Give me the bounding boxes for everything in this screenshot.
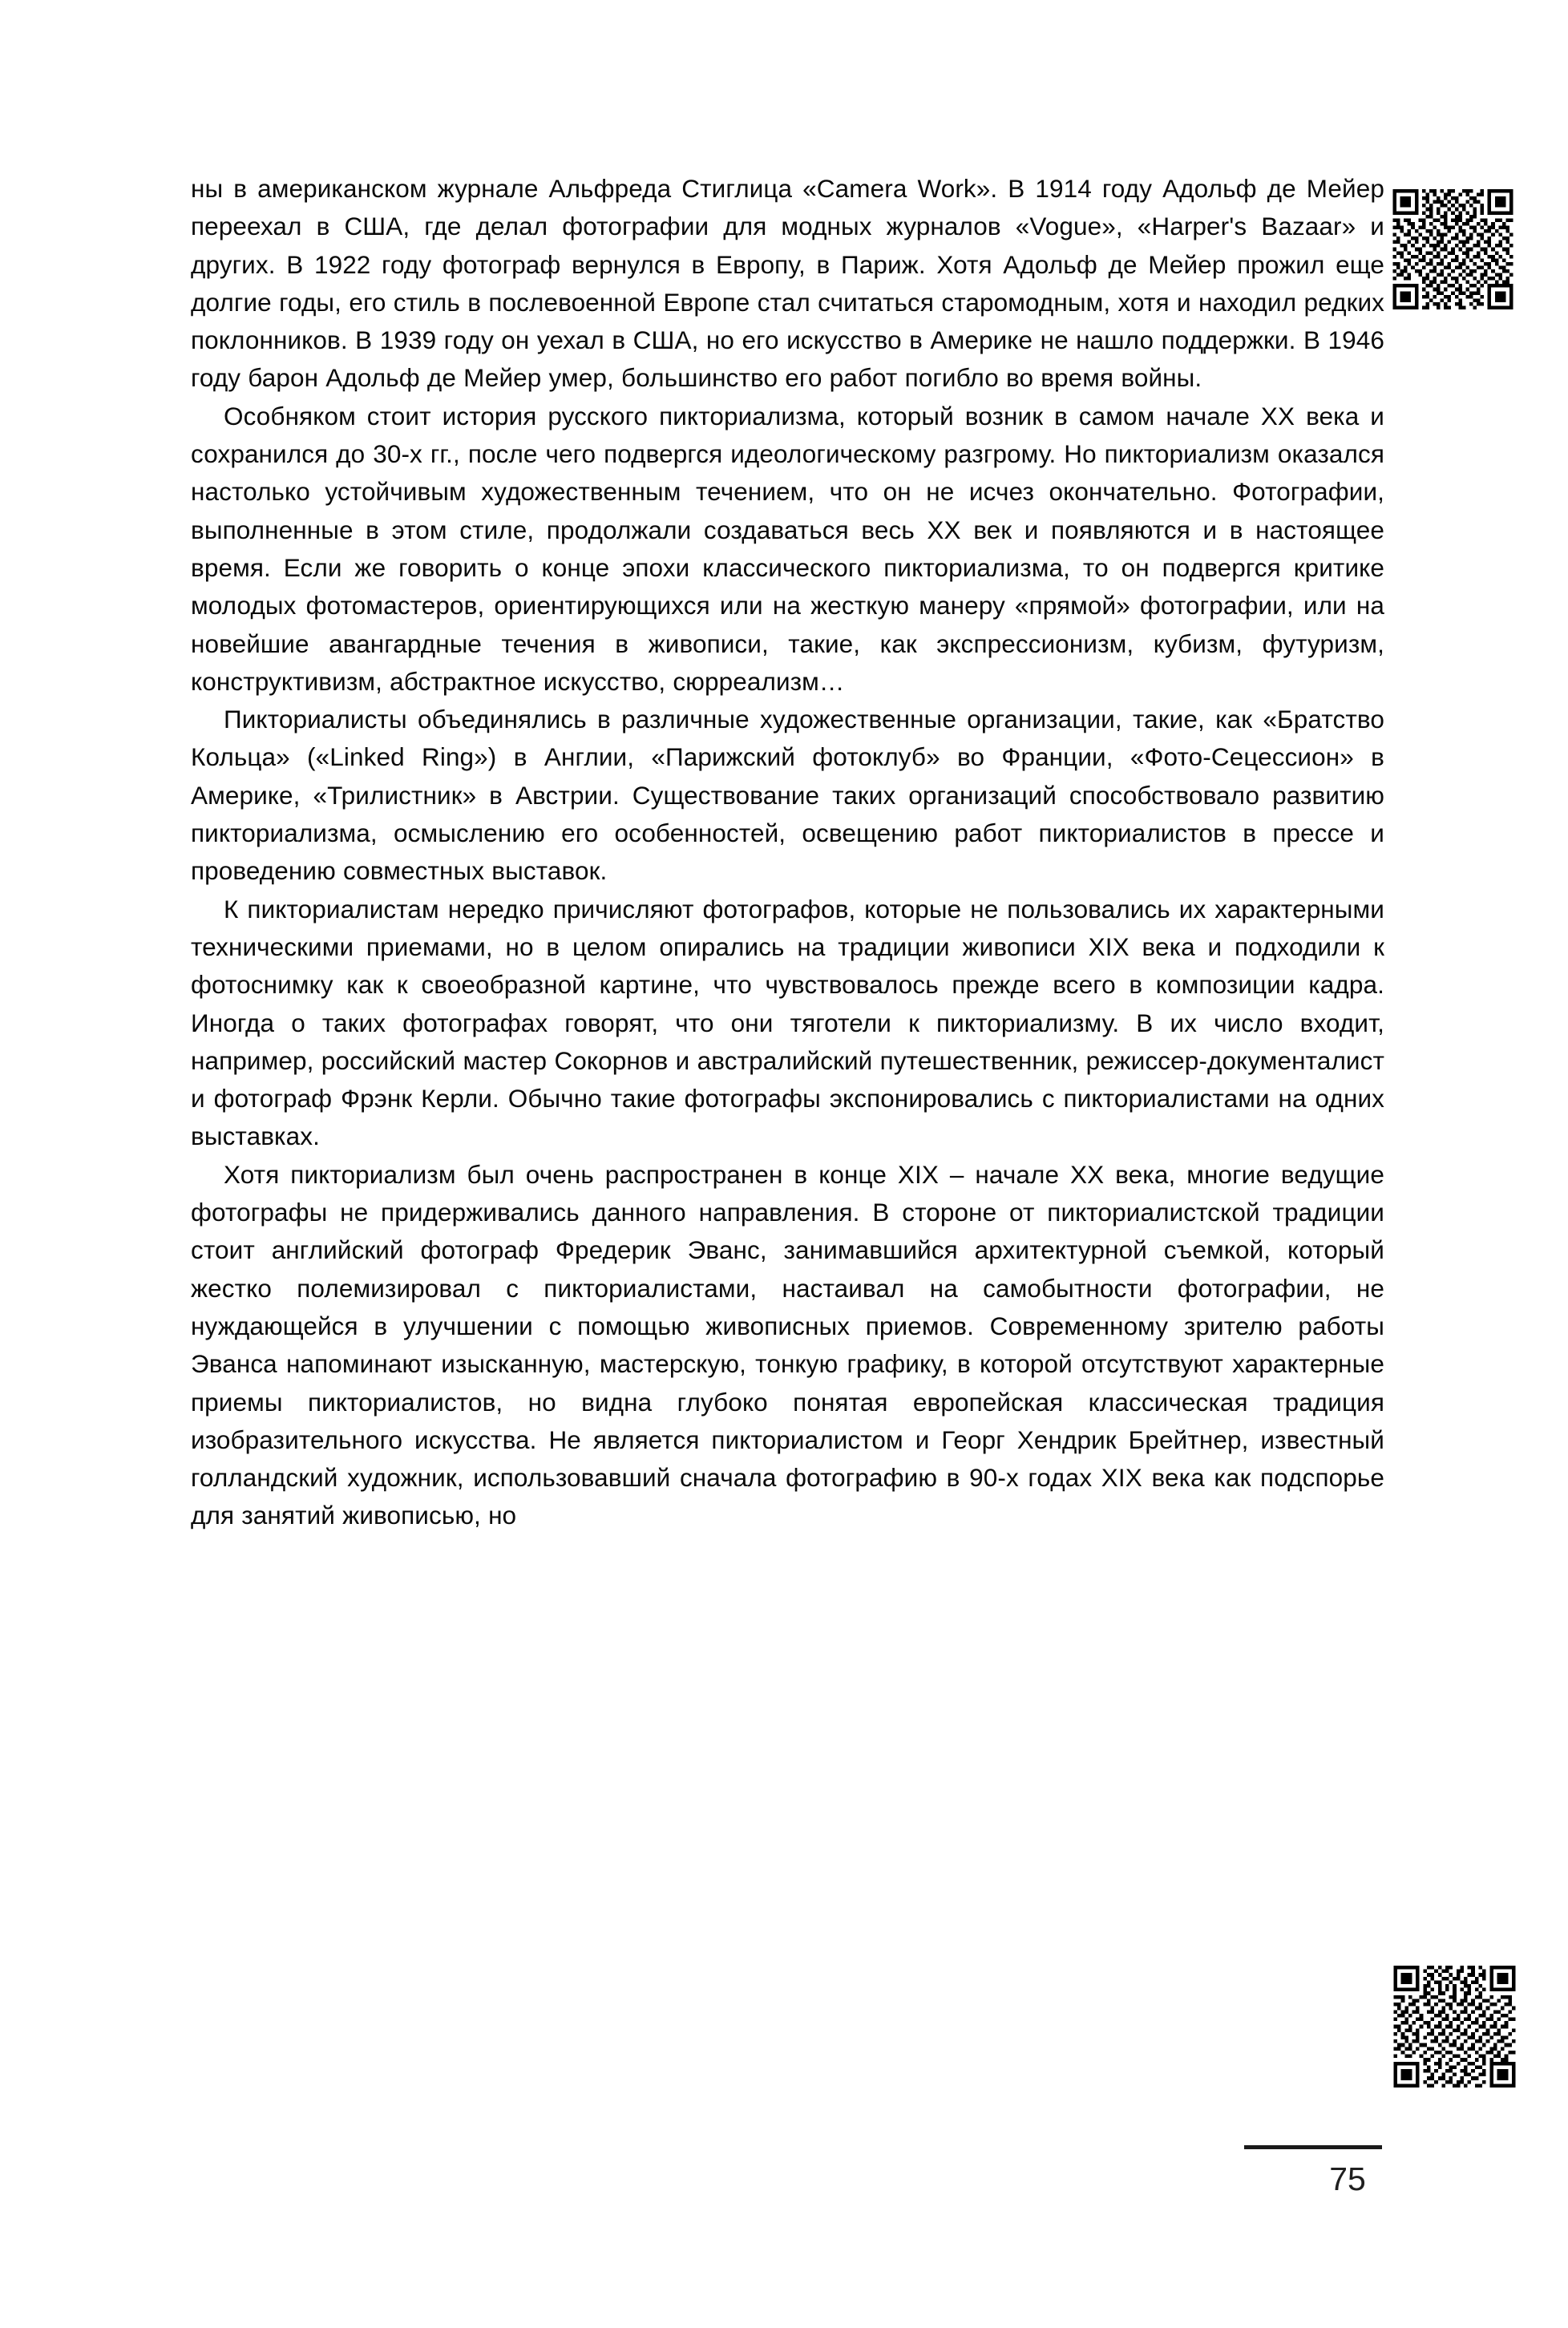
qr-code-icon[interactable] — [1393, 1966, 1516, 2088]
paragraph: Хотя пикториализм был очень распространен в конце XIX – начале XX века, многие ведущие фотографы не придерживались данного направления. В стороне от пикториалистской традиции стоит английский фотограф Фредерик Эванс, занимавшийся архитектурной съемкой, который жестко полемизировал с пикториалистами, настаивал на самобытности фотографии, не нуждающейся в улучшении с помощью живописных приемов. Современному зрителю работы Эванса напоминают изысканную, мастерскую, тонкую графику, в которой отсутствуют характерные приемы пикториалистов, но видна глубоко понятая европейская классическая традиция изобразительного искусства. Не является пикториалистом и Георг Хендрик Брейтнер, известный голландский художник, использовавший сначала фотографию в 90-х годах XIX века как подспорье для занятий живописью, но — [191, 1159, 1384, 1530]
qr-code-icon[interactable] — [1392, 189, 1514, 309]
paragraph: К пикториалистам нередко причисляют фотографов, которые не пользовались их характерными техническими приемами, но в целом опирались на традиции живописи XIX века и подходили к фотоснимку как к своеобразной картине, что чувствовалось прежде всего в композиции кадра. Иногда о таких фотографах говорят, что они тяготели к пикториализму. В их число входит, например, российский мастер Сокорнов и австралийский путешественник, режиссер-документалист и фотограф Фрэнк Керли. Обычно такие фотографы экспонировались с пикториалистами на одних выставках. — [191, 894, 1384, 1151]
body-text-column — [191, 170, 1384, 1535]
paragraph-continuation: ны в американском журнале Альфреда Стиглица «Camera Work». В 1914 году Адольф де Мейер переехал в США, где делал фотографии для модных журналов «Vogue», «Harper's Bazaar» и других. В 1922 году фотограф вернулся в Европу, в Париж. Хотя Адольф де Мейер прожил еще долгие годы, его стиль в послевоенной Европе стал считаться старомодным, хотя и находил редких поклонников. В 1939 году он уехал в США, но его искусство в Америке не нашло поддержки. В 1946 году барон Адольф де Мейер умер, большинство его работ погибло во время войны. — [191, 174, 1384, 393]
paragraph: Особняком стоит история русского пикториализма, который возник в самом начале XX века и сохранился до 30-х гг., после чего подвергся идеологическому разгрому. Но пикториализм оказался настолько устойчивым художественным течением, что он не исчез окончательно. Фотографии, выполненные в этом стиле, продолжали создаваться весь XX век и появляются и в настоящее время. Если же говорить о конце эпохи классического пикториализма, то он подвергся критике молодых фотомастеров, ориентирующихся или на жесткую манеру «прямой» фотографии, или на новейшие авангардные течения в живописи, такие, как экспрессионизм, кубизм, футуризм, конструктивизм, абстрактное искусство, сюрреализм… — [191, 401, 1384, 696]
footer-divider — [1244, 2145, 1382, 2149]
paragraph: Пикториалисты объединялись в различные художественные организации, такие, как «Братство Кольца» («Linked Ring») в Англии, «Парижский фотоклуб» во Франции, «Фото-Сецессион» в Америке, «Трилистник» в Австрии. Существование таких организаций способствовало развитию пикториализма, осмыслению его особенностей, освещению работ пикториалистов в прессе и проведению совместных выставок. — [191, 705, 1384, 886]
page-number: 75 — [1329, 2160, 1366, 2197]
